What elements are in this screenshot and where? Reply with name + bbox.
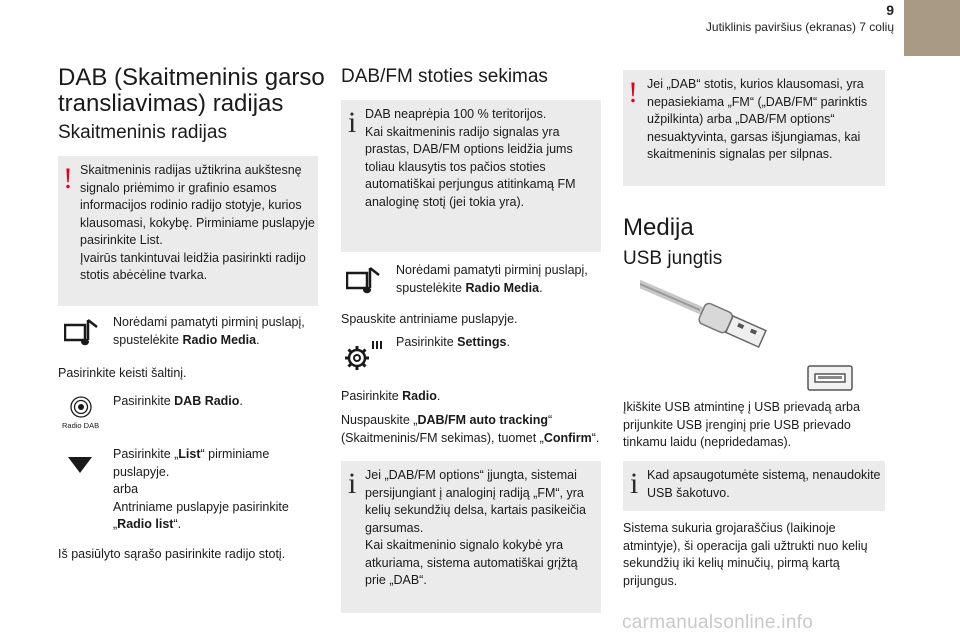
step-auto-tracking: Nuspauskite „DAB/FM auto tracking“ (Skaitmeninis/FM sekimas), tuomet „Confirm“. <box>341 413 600 445</box>
secondary-page-text: Spauskite antriniame puslapyje. <box>341 312 518 326</box>
info-text-2: Jei „DAB/FM options“ įjungta, sistemai persijungiant į analoginį radiją „FM“, yra kelių sekundžių delsa, kartais pasikeičia garsumas. Kai skaitmeninio signalo kokybė yra atkuriama, sistema automatiškai grįžtą prie „DAB“. <box>365 468 586 587</box>
info-box <box>341 100 601 252</box>
usb-subtitle: USB jungtis <box>623 248 723 269</box>
section-title: DAB (Skaitmeninis garso transliavimas) radijas <box>58 64 325 117</box>
info-icon: i <box>348 106 357 139</box>
radio-media-icon <box>346 266 382 296</box>
step-open-radio: Norėdami pamatyti pirminį puslapį, spustelėkite Radio Media. <box>113 315 305 347</box>
warning-box-2 <box>623 70 885 186</box>
section-subtitle: Skaitmeninis radijas <box>58 122 227 143</box>
step-radio: Pasirinkite Radio. <box>341 389 441 403</box>
watermark: carmanualsonline.info <box>622 612 814 633</box>
step-list: Pasirinkite „List“ pirminiame puslapyje. arba Antriniame puslapyje pasirinkite „Radio list“. <box>113 447 289 531</box>
usb-instructions: Įkiškite USB atmintinę į USB prievadą arba prijunkite USB įrenginį prie USB prievado tinkamu laidu (nepridedamas). <box>623 400 860 449</box>
final-instruction: Iš pasiūlyto sąrašo pasirinkite radijo stotį. <box>58 547 286 561</box>
info-icon: i <box>630 467 639 500</box>
media-title: Medija <box>623 214 694 241</box>
page-number: 9 <box>886 2 894 18</box>
info-box-3 <box>623 461 885 511</box>
settings-icon <box>344 338 384 374</box>
warning-icon: ! <box>63 162 73 195</box>
warning-text: Skaitmeninis radijas užtikrina aukštesnę signalo priėmimo ir grafinio esamos informacijos rodinio radijo stotyje, kurios klausomasi, kokybę. Pirminiame puslapyje pasirinkite List. Įvairūs tankintuvai leidžia pasirinkti radijo stotis abėcėline tvarka. <box>80 163 315 282</box>
warning-icon: ! <box>628 76 638 109</box>
step-open-radio-2: Norėdami pamatyti pirminį puslapį, spustelėkite Radio Media. <box>396 263 588 295</box>
info-icon: i <box>348 467 357 500</box>
step-dab-radio: Pasirinkite DAB Radio. <box>113 394 243 408</box>
radio-media-icon <box>64 318 100 348</box>
corner-tab <box>904 0 960 56</box>
dab-icon-label: Radio DAB <box>62 421 100 430</box>
usb-connector-illustration <box>640 280 860 392</box>
info-text: DAB neaprėpia 100 % teritorijos. Kai skaitmeninis radijo signalas yra prastas, DAB/FM options leidžia jums toliau klausytis tos pačios stoties automatiškai perjungus atitinkamą FM analoginę stotį (jei tokia yra). <box>365 107 576 209</box>
info-box-2 <box>341 461 601 613</box>
warning-box <box>58 156 318 306</box>
running-header: Jutiklinis paviršius (ekranas) 7 colių <box>705 20 894 34</box>
step-settings: Pasirinkite Settings. <box>396 335 510 349</box>
chevron-down-icon <box>66 455 94 475</box>
info-text-3: Kad apsaugotumėte sistemą, nenaudokite USB šakotuvo. <box>647 468 881 500</box>
warning-text-2: Jei „DAB“ stotis, kurios klausomasi, yra nepasiekiama „FM“ („DAB/FM“ parinktis užpilkinta) arba „DAB/FM options“ nesuaktyvinta, garsas išjungiamas, kai skaitmeninis signalas per silpnas. <box>647 77 868 161</box>
dab-radio-icon <box>70 396 92 418</box>
playlist-text: Sistema sukuria grojaraščius (laikinoje atmintyje), ši operacija gali užtrukti nuo kelių sekundžių iki kelių minučių, pirmą kartą prijungus. <box>623 521 868 588</box>
select-source-text: Pasirinkite keisti šaltinį. <box>58 366 187 380</box>
tracking-title: DAB/FM stoties sekimas <box>341 66 548 87</box>
